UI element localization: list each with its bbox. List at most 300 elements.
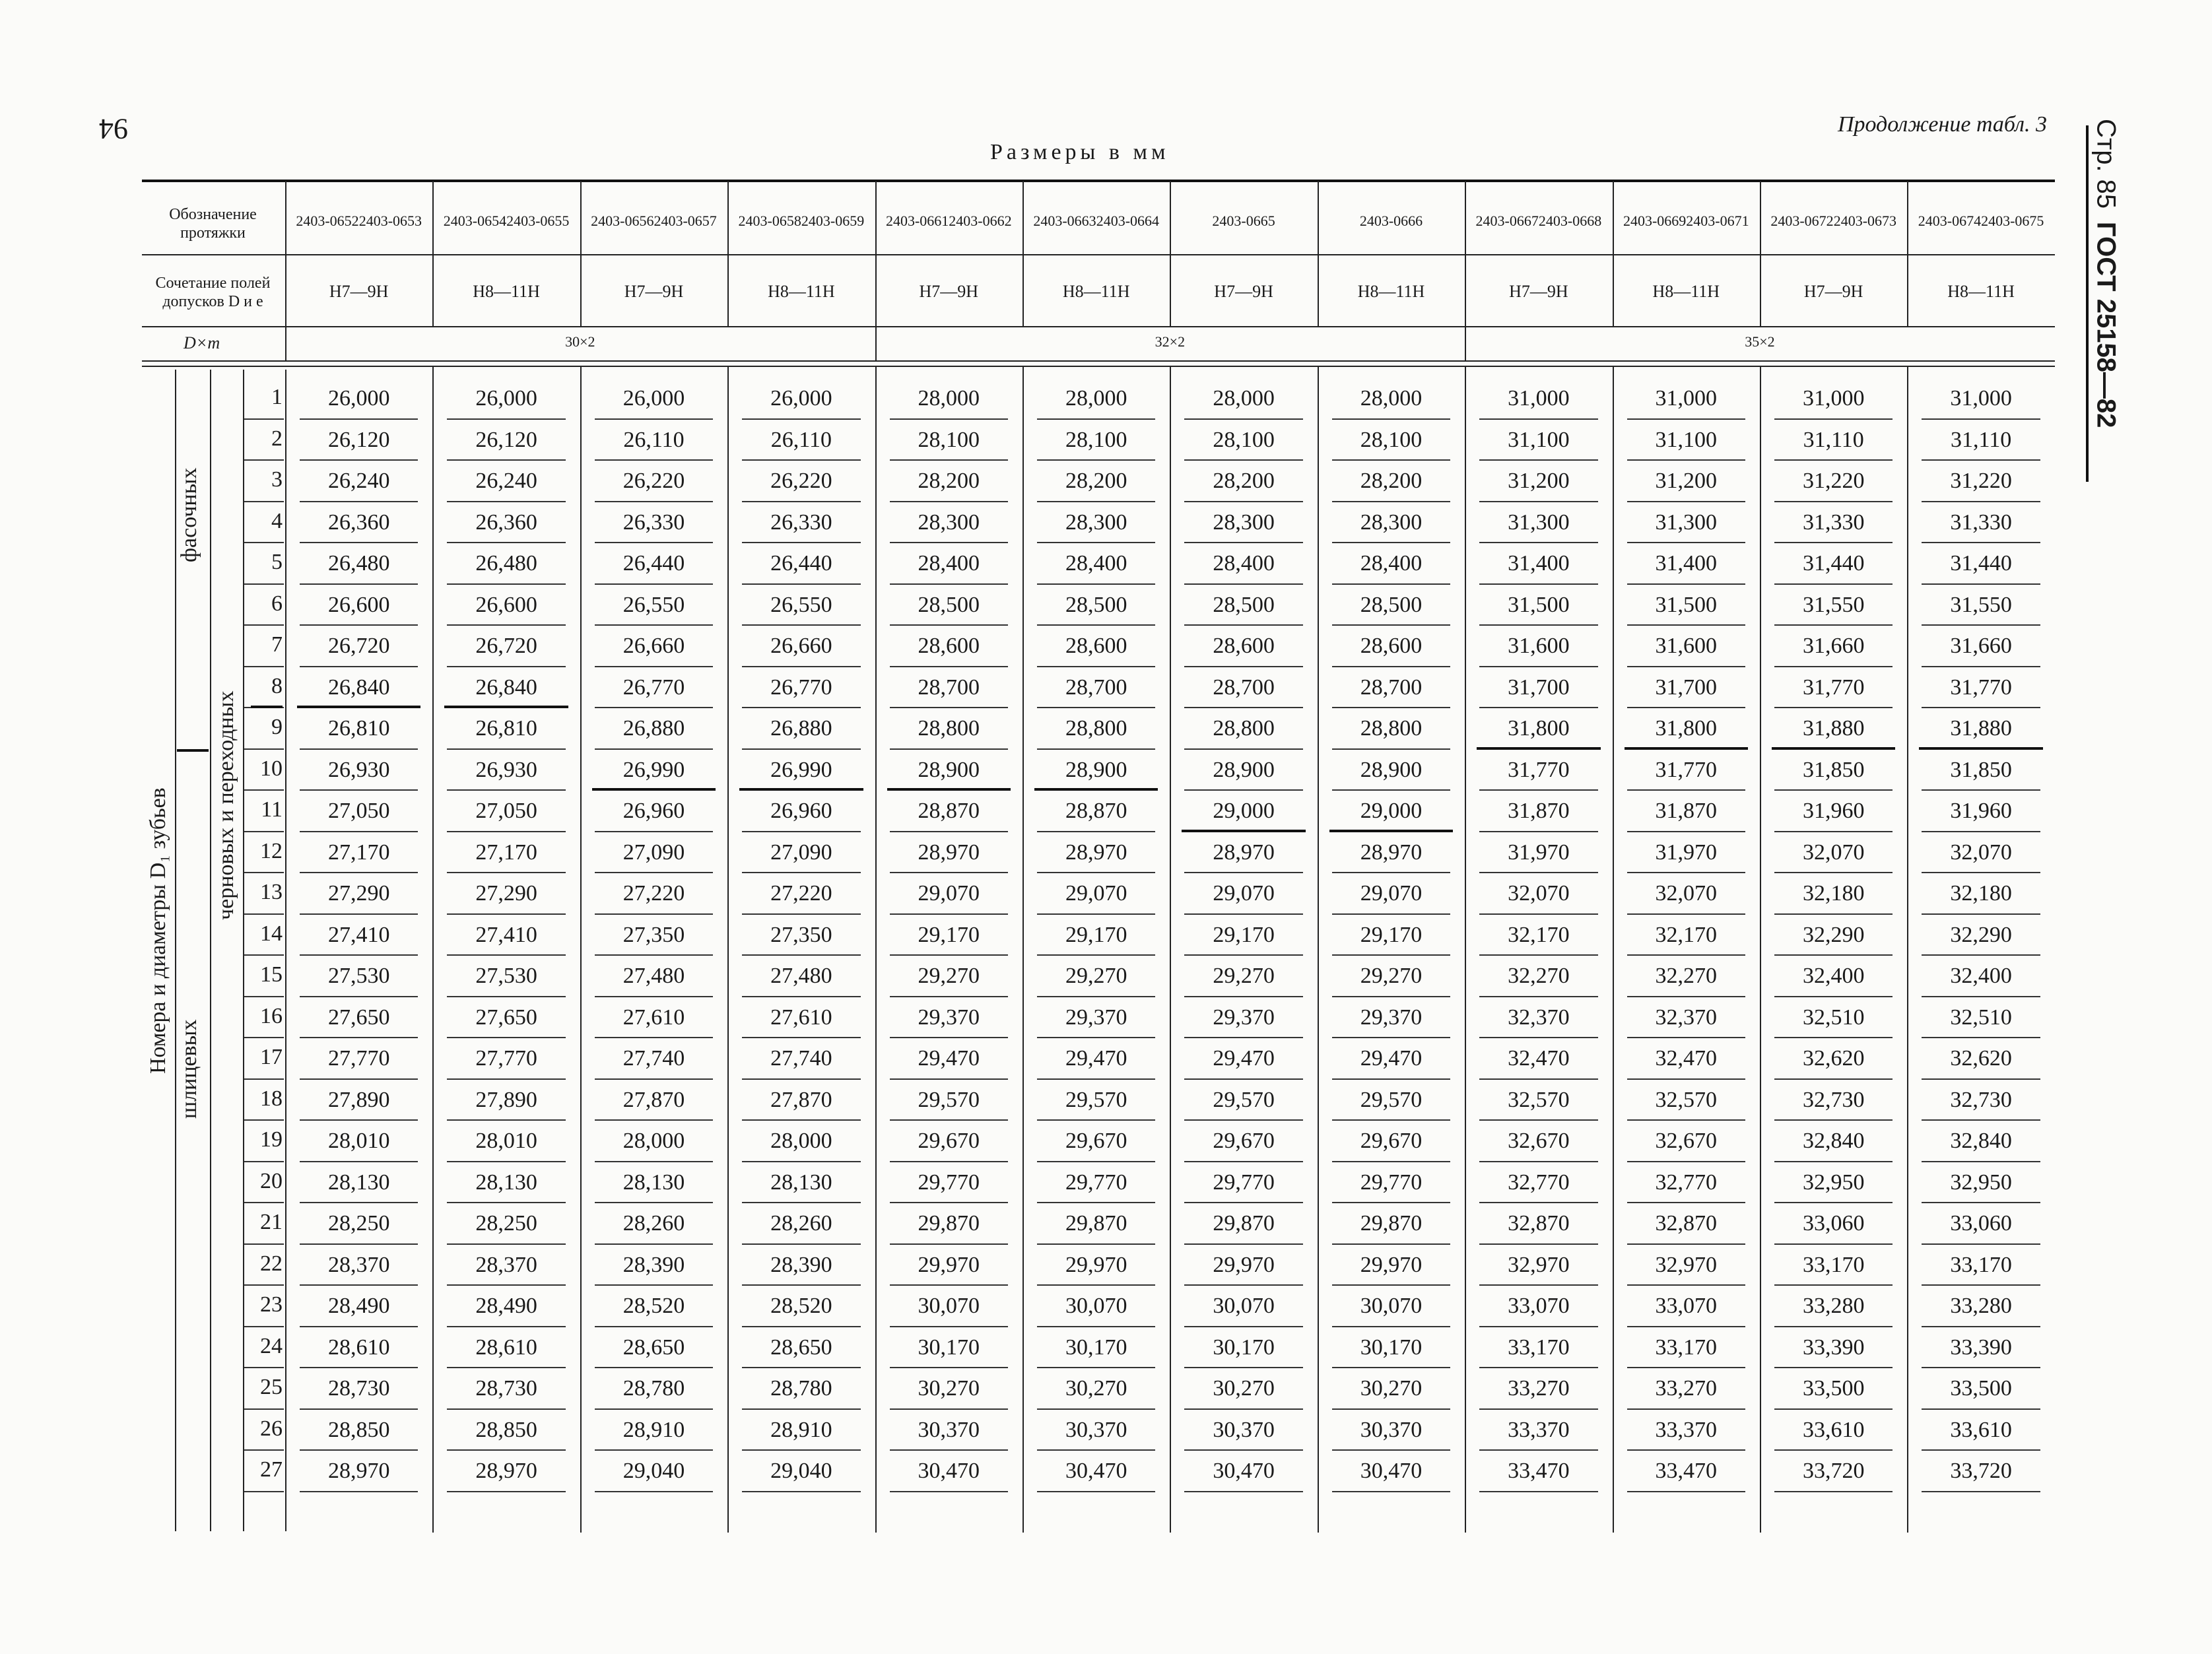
- column-designation: [285, 191, 432, 251]
- table-cell: 28,970: [1065, 840, 1127, 865]
- table-cell: 28,010: [475, 1129, 537, 1153]
- table-cell: 32,290: [1802, 922, 1865, 947]
- table-cell: 29,770: [1065, 1170, 1127, 1195]
- table-cell: 28,000: [622, 1129, 685, 1153]
- table-top-rule: [142, 180, 2055, 182]
- cell-underline: [1184, 418, 1302, 420]
- table-cell: 31,550: [1802, 592, 1865, 617]
- cell-underline: [1774, 1284, 1893, 1286]
- cell-underline: [1184, 624, 1302, 626]
- cell-underline: [1184, 1367, 1302, 1368]
- cell-underline: [595, 1119, 713, 1121]
- cell-underline: [1922, 913, 2040, 915]
- table-cell: 28,800: [1360, 716, 1423, 741]
- cell-underline: [1627, 1161, 1745, 1162]
- column-tolerance: H8—11H: [768, 282, 835, 302]
- cell-underline: [1184, 1284, 1302, 1286]
- cell-underline: [1332, 666, 1450, 667]
- cell-underline: [890, 707, 1008, 708]
- table-cell: 28,870: [1065, 799, 1127, 823]
- table-cell: 33,500: [1950, 1376, 2012, 1401]
- cell-underline: [1627, 501, 1745, 502]
- cell-underline: [742, 1243, 860, 1245]
- cell-underline: [742, 459, 860, 461]
- cell-underline: [1774, 954, 1893, 956]
- cell-underline: [1922, 1284, 2040, 1286]
- table-cell: 27,220: [622, 881, 685, 906]
- cell-underline: [1037, 666, 1155, 667]
- left-rough-label: черновых и переходных: [214, 690, 238, 920]
- table-cell: 31,200: [1508, 469, 1570, 493]
- table-cell: 26,360: [327, 510, 390, 535]
- cell-underline: [1922, 1449, 2040, 1451]
- cell-underline: [1479, 1243, 1597, 1245]
- cell-underline: [1922, 501, 2040, 502]
- table-cell: 31,850: [1802, 757, 1865, 782]
- cell-underline: [1332, 707, 1450, 708]
- table-cell: 31,970: [1508, 840, 1570, 865]
- cell-underline: [742, 748, 860, 750]
- column-designation: [1465, 191, 1612, 251]
- cell-underline: [742, 583, 860, 585]
- cell-underline: [890, 996, 1008, 997]
- cell-underline: [595, 1326, 713, 1327]
- cell-underline: [1037, 1078, 1155, 1080]
- table-cell: 33,270: [1655, 1376, 1718, 1401]
- cell-underline: [742, 1202, 860, 1203]
- cell-underline: [447, 1243, 565, 1245]
- cell-underline: [1184, 996, 1302, 997]
- cell-underline: [1774, 1367, 1893, 1368]
- cell-underline: [1627, 1449, 1745, 1451]
- cell-underline: [1774, 913, 1893, 915]
- cell-underline: [1332, 913, 1450, 915]
- table-cell: 31,100: [1655, 427, 1718, 452]
- table-cell: 33,610: [1950, 1417, 2012, 1442]
- table-cell: 27,610: [622, 1005, 685, 1030]
- cell-underline: [595, 1491, 713, 1492]
- cell-underline: [1479, 542, 1597, 543]
- tolerance-header: [142, 259, 284, 327]
- table-cell: 26,770: [622, 675, 685, 700]
- row-number-rule: [244, 1367, 284, 1368]
- designation-line: 2403-0661: [885, 213, 949, 230]
- table-cell: 26,720: [327, 634, 390, 658]
- cell-underline: [300, 624, 418, 626]
- row-number-rule: [244, 954, 284, 956]
- cell-underline: [1627, 996, 1745, 997]
- cell-underline: [595, 1284, 713, 1286]
- column-tolerance: H8—11H: [1652, 282, 1720, 302]
- table-cell: 32,170: [1655, 922, 1718, 947]
- cell-underline: [742, 501, 860, 502]
- table-cell: 32,510: [1802, 1005, 1865, 1030]
- row-number: 23: [260, 1292, 283, 1317]
- table-cell: 28,200: [1213, 469, 1275, 493]
- table-cell: 30,270: [1065, 1376, 1127, 1401]
- cell-underline: [890, 872, 1008, 873]
- cell-underline: [1184, 1408, 1302, 1410]
- table-cell: 33,470: [1508, 1459, 1570, 1483]
- cell-underline: [1184, 666, 1302, 667]
- table-cell: 27,870: [770, 1087, 832, 1112]
- table-cell: 29,570: [1065, 1087, 1127, 1112]
- row-number: 10: [260, 756, 283, 781]
- cell-underline: [1922, 1326, 2040, 1327]
- table-cell: 29,570: [1360, 1087, 1423, 1112]
- table-cell: 32,370: [1508, 1005, 1570, 1030]
- table-cell: 26,110: [623, 427, 685, 452]
- table-cell: 27,480: [622, 964, 685, 988]
- table-cell: 29,170: [1213, 922, 1275, 947]
- cell-underline: [1037, 1284, 1155, 1286]
- cell-underline: [890, 624, 1008, 626]
- designation-line: 2403-0665: [1212, 213, 1275, 230]
- table-cell: 32,070: [1655, 881, 1718, 906]
- table-cell: 26,000: [475, 386, 537, 411]
- table-cell: 28,650: [622, 1335, 685, 1360]
- group-boundary-mark: [592, 788, 716, 791]
- cell-underline: [1627, 1367, 1745, 1368]
- column-tolerance: H7—9H: [1509, 282, 1568, 302]
- row-number-rule: [244, 1243, 284, 1245]
- table-cell: 30,470: [918, 1459, 980, 1483]
- cell-underline: [1627, 1119, 1745, 1121]
- cell-underline: [595, 666, 713, 667]
- table-cell: 31,000: [1950, 386, 2012, 411]
- cell-underline: [1332, 748, 1450, 750]
- row-number-rule: [244, 1119, 284, 1121]
- table-cell: 31,300: [1655, 510, 1718, 535]
- table-cell: 31,440: [1802, 551, 1865, 576]
- column-designation: [1022, 191, 1170, 251]
- table-cell: 26,480: [327, 551, 390, 576]
- table-cell: 33,500: [1802, 1376, 1865, 1401]
- table-cell: 32,570: [1655, 1087, 1718, 1112]
- table-cell: 26,550: [622, 592, 685, 617]
- table-cell: 32,620: [1802, 1046, 1865, 1071]
- table-cell: 30,170: [918, 1335, 980, 1360]
- row-number: 25: [260, 1375, 283, 1399]
- cell-underline: [1627, 624, 1745, 626]
- table-cell: 29,040: [770, 1459, 832, 1483]
- cell-underline: [1037, 624, 1155, 626]
- cell-underline: [1479, 872, 1597, 873]
- cell-underline: [1922, 872, 2040, 873]
- table-cell: 32,070: [1802, 840, 1865, 865]
- cell-underline: [1332, 872, 1450, 873]
- cell-underline: [1922, 624, 2040, 626]
- row-number-rule: [244, 831, 284, 832]
- table-cell: 32,370: [1655, 1005, 1718, 1030]
- table-cell: 31,000: [1802, 386, 1865, 411]
- cell-underline: [1332, 1161, 1450, 1162]
- table-cell: 31,440: [1950, 551, 2012, 576]
- cell-underline: [890, 1408, 1008, 1410]
- cell-underline: [1774, 1119, 1893, 1121]
- table-cell: 33,390: [1802, 1335, 1865, 1360]
- table-cell: 32,270: [1508, 964, 1570, 988]
- row-number-rule: [244, 542, 284, 543]
- cell-underline: [1922, 1078, 2040, 1080]
- table-cell: 32,950: [1802, 1170, 1865, 1195]
- table-cell: 28,500: [918, 592, 980, 617]
- table-cell: 32,730: [1950, 1087, 2012, 1112]
- row-number: 4: [271, 508, 283, 533]
- table-cell: 33,370: [1508, 1417, 1570, 1442]
- cell-underline: [742, 1449, 860, 1451]
- table-cell: 28,910: [770, 1417, 832, 1442]
- cell-underline: [447, 954, 565, 956]
- cell-underline: [1184, 583, 1302, 585]
- table-cell: 28,250: [327, 1211, 390, 1236]
- cell-underline: [1037, 1449, 1155, 1451]
- table-cell: 29,670: [1213, 1129, 1275, 1153]
- left-border-1: [175, 370, 176, 1531]
- cell-underline: [300, 1491, 418, 1492]
- cell-underline: [300, 1408, 418, 1410]
- table-cell: 32,270: [1655, 964, 1718, 988]
- cell-underline: [1922, 1037, 2040, 1038]
- table-cell: 32,770: [1508, 1170, 1570, 1195]
- table-cell: 28,910: [622, 1417, 685, 1442]
- cell-underline: [447, 418, 565, 420]
- cell-underline: [1332, 1408, 1450, 1410]
- cell-underline: [1922, 542, 2040, 543]
- table-cell: 27,170: [475, 840, 537, 865]
- row-number: 9: [271, 715, 283, 739]
- table-cell: 31,800: [1655, 716, 1718, 741]
- table-cell: 29,470: [1065, 1046, 1127, 1071]
- cell-underline: [1184, 1491, 1302, 1492]
- column-tolerance: H8—11H: [1062, 282, 1130, 302]
- row-number: 13: [260, 880, 283, 904]
- cell-underline: [447, 1037, 565, 1038]
- cell-underline: [1479, 418, 1597, 420]
- cell-underline: [742, 624, 860, 626]
- row-number: 27: [260, 1457, 283, 1482]
- table-cell: 32,770: [1655, 1170, 1718, 1195]
- column-tolerance: H8—11H: [1357, 282, 1425, 302]
- row-number-rule: [244, 872, 284, 873]
- cell-underline: [300, 954, 418, 956]
- table-cell: 29,170: [1360, 922, 1423, 947]
- table-cell: 26,360: [475, 510, 537, 535]
- table-cell: 31,700: [1655, 675, 1718, 700]
- cell-underline: [447, 1161, 565, 1162]
- table-cell: 29,000: [1213, 799, 1275, 823]
- label-group-mark: [177, 749, 209, 752]
- table-cell: 29,270: [1213, 964, 1275, 988]
- cell-underline: [595, 872, 713, 873]
- table-cell: 29,170: [918, 922, 980, 947]
- table-cell: 30,270: [918, 1376, 980, 1401]
- cell-underline: [1332, 1243, 1450, 1245]
- table-cell: 28,970: [327, 1459, 390, 1483]
- cell-underline: [890, 748, 1008, 750]
- table-cell: 26,440: [622, 551, 685, 576]
- cell-underline: [1479, 1367, 1597, 1368]
- table-cell: 28,500: [1213, 592, 1275, 617]
- row-number: 19: [260, 1127, 283, 1152]
- cell-underline: [1184, 789, 1302, 791]
- table-cell: 27,650: [327, 1005, 390, 1030]
- table-cell: 28,900: [1360, 757, 1423, 782]
- table-cell: 29,270: [1360, 964, 1423, 988]
- table-cell: 29,370: [1213, 1005, 1275, 1030]
- units-caption: Размеры в мм: [990, 140, 1170, 164]
- cell-underline: [890, 1243, 1008, 1245]
- row-number: 7: [271, 632, 283, 657]
- cell-underline: [300, 831, 418, 832]
- table-cell: 31,000: [1655, 386, 1718, 411]
- table-cell: 29,170: [1065, 922, 1127, 947]
- cell-underline: [890, 583, 1008, 585]
- table-cell: 28,490: [327, 1294, 390, 1318]
- table-cell: 32,290: [1950, 922, 2012, 947]
- cell-underline: [1922, 996, 2040, 997]
- table-cell: 29,870: [1065, 1211, 1127, 1236]
- cell-underline: [1922, 418, 2040, 420]
- table-cell: 26,660: [770, 634, 832, 658]
- table-cell: 28,370: [327, 1252, 390, 1277]
- cell-underline: [890, 1119, 1008, 1121]
- cell-underline: [742, 1491, 860, 1492]
- cell-underline: [1479, 913, 1597, 915]
- table-cell: 31,220: [1950, 469, 2012, 493]
- cell-underline: [1922, 1491, 2040, 1492]
- cell-underline: [1332, 1078, 1450, 1080]
- cell-underline: [1627, 1078, 1745, 1080]
- cell-underline: [890, 1491, 1008, 1492]
- table-cell: 26,840: [475, 675, 537, 700]
- cell-underline: [447, 1408, 565, 1410]
- cell-underline: [1627, 831, 1745, 832]
- table-cell: 30,070: [918, 1294, 980, 1318]
- table-cell: 32,670: [1508, 1129, 1570, 1153]
- cell-underline: [595, 1078, 713, 1080]
- cell-underline: [1184, 459, 1302, 461]
- row-number: 6: [271, 591, 283, 616]
- cell-underline: [1479, 583, 1597, 585]
- table-cell: 28,800: [918, 716, 980, 741]
- header-rule-2: [142, 326, 2055, 327]
- cell-underline: [742, 1078, 860, 1080]
- dxm-group-label: 35×2: [1745, 333, 1775, 350]
- cell-underline: [1479, 1326, 1597, 1327]
- table-cell: 28,400: [1213, 551, 1275, 576]
- group-boundary-mark: [1034, 788, 1158, 791]
- cell-underline: [447, 1078, 565, 1080]
- table-cell: 32,840: [1950, 1129, 2012, 1153]
- designation-line: 2403-0658: [738, 213, 801, 230]
- table-cell: 29,370: [1065, 1005, 1127, 1030]
- table-cell: 32,400: [1802, 964, 1865, 988]
- cell-underline: [595, 624, 713, 626]
- cell-underline: [1774, 872, 1893, 873]
- table-cell: 29,070: [1213, 881, 1275, 906]
- cell-underline: [1332, 583, 1450, 585]
- column-designation: [1170, 191, 1317, 251]
- designation-line: 2403-0671: [1686, 213, 1749, 230]
- table-cell: 27,650: [475, 1005, 537, 1030]
- cell-underline: [1922, 707, 2040, 708]
- table-cell: 27,480: [770, 964, 832, 988]
- table-cell: 26,600: [475, 592, 537, 617]
- table-cell: 29,770: [918, 1170, 980, 1195]
- cell-underline: [1037, 1202, 1155, 1203]
- table-cell: 32,470: [1655, 1046, 1718, 1071]
- table-cell: 29,570: [918, 1087, 980, 1112]
- row-number: 22: [260, 1251, 283, 1276]
- cell-underline: [1037, 501, 1155, 502]
- table-cell: 26,000: [622, 386, 685, 411]
- table-cell: 28,200: [1360, 469, 1423, 493]
- row-number: 18: [260, 1086, 283, 1111]
- cell-underline: [300, 1326, 418, 1327]
- cell-underline: [1037, 542, 1155, 543]
- group-boundary-mark: [739, 788, 863, 791]
- side-header: [2086, 119, 2126, 488]
- table-cell: 26,930: [475, 757, 537, 782]
- cell-underline: [1037, 418, 1155, 420]
- table-cell: 26,930: [327, 757, 390, 782]
- table-cell: 33,060: [1950, 1211, 2012, 1236]
- cell-underline: [1774, 1078, 1893, 1080]
- row-number: 8: [271, 673, 283, 698]
- row-number: 26: [260, 1416, 283, 1441]
- table-cell: 31,870: [1508, 799, 1570, 823]
- table-cell: 27,770: [327, 1046, 390, 1071]
- cell-underline: [1479, 666, 1597, 667]
- table-cell: 26,120: [327, 427, 390, 452]
- cell-underline: [1184, 501, 1302, 502]
- cell-underline: [595, 996, 713, 997]
- table-cell: 31,850: [1950, 757, 2012, 782]
- cell-underline: [1332, 1119, 1450, 1121]
- cell-underline: [447, 831, 565, 832]
- table-cell: 28,200: [1065, 469, 1127, 493]
- group-boundary-mark: [1477, 747, 1600, 750]
- table-cell: 28,260: [622, 1211, 685, 1236]
- column-tolerance: H8—11H: [473, 282, 540, 302]
- row-group-mark: [251, 706, 283, 708]
- table-cell: 28,600: [918, 634, 980, 658]
- dxm-header: D×m: [184, 333, 220, 352]
- table-cell: 28,970: [1213, 840, 1275, 865]
- table-cell: 27,290: [475, 881, 537, 906]
- cell-underline: [447, 666, 565, 667]
- table-cell: 28,300: [1213, 510, 1275, 535]
- table-cell: 27,410: [475, 922, 537, 947]
- cell-underline: [890, 418, 1008, 420]
- cell-underline: [890, 913, 1008, 915]
- cell-underline: [1774, 418, 1893, 420]
- cell-underline: [1479, 459, 1597, 461]
- cell-underline: [595, 831, 713, 832]
- cell-underline: [1479, 1119, 1597, 1121]
- cell-underline: [1184, 1243, 1302, 1245]
- cell-underline: [595, 1449, 713, 1451]
- table-cell: 33,170: [1950, 1252, 2012, 1277]
- table-cell: 32,180: [1950, 881, 2012, 906]
- cell-underline: [300, 748, 418, 750]
- cell-underline: [1774, 831, 1893, 832]
- table-cell: 28,130: [622, 1170, 685, 1195]
- table-cell: 33,280: [1802, 1294, 1865, 1318]
- cell-underline: [1037, 872, 1155, 873]
- cell-underline: [1332, 1202, 1450, 1203]
